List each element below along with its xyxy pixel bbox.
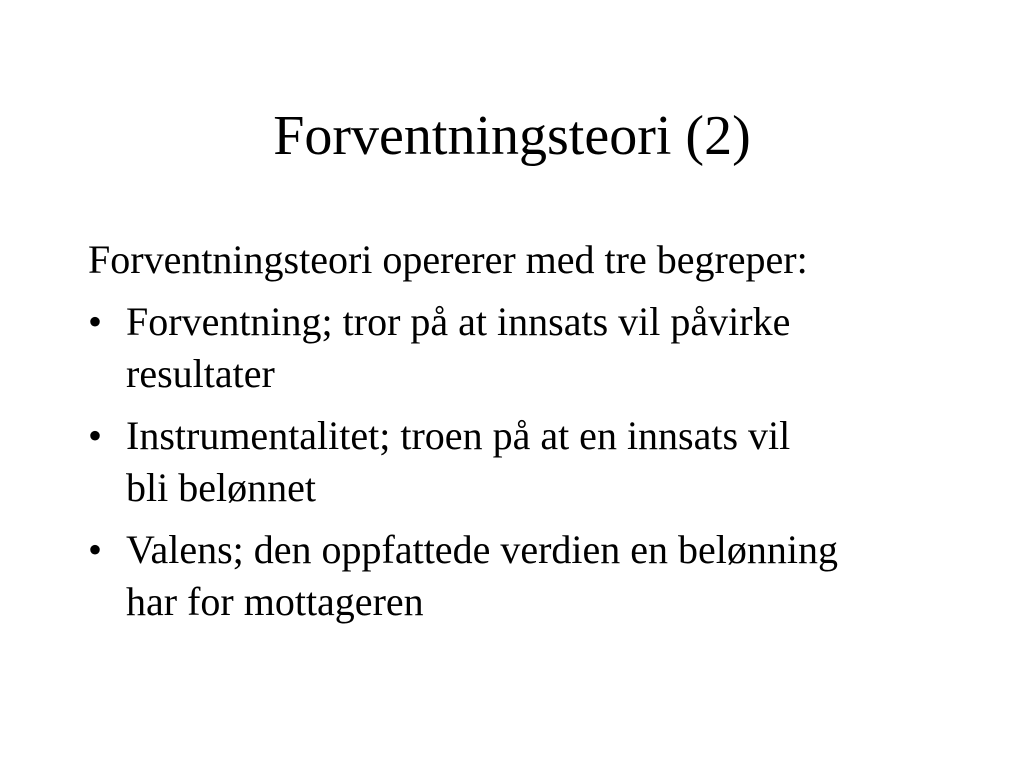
bullet-text-line: Forventning; tror på at innsats vil påvirke xyxy=(126,299,791,344)
bullet-item-forventning xyxy=(88,296,968,400)
bullet-text-line: har for mottageren xyxy=(126,579,424,624)
bullet-item-instrumentalitet xyxy=(88,410,968,514)
bullet-icon: • xyxy=(88,413,103,458)
bullet-text-line: Valens; den oppfattede verdien en belønning xyxy=(126,527,838,572)
bullet-item-valens xyxy=(88,524,968,628)
bullet-list xyxy=(88,296,968,628)
bullet-text-line: Instrumentalitet; troen på at en innsats vil xyxy=(126,413,791,458)
bullet-text-line: resultater xyxy=(126,351,275,396)
slide-body xyxy=(88,234,968,638)
bullet-icon: • xyxy=(88,299,103,344)
bullet-icon: • xyxy=(88,527,103,572)
slide-title: Forventningsteori (2) xyxy=(273,105,751,167)
intro-text: Forventningsteori opererer med tre begreper: xyxy=(88,237,808,282)
bullet-text-line: bli belønnet xyxy=(126,465,316,510)
